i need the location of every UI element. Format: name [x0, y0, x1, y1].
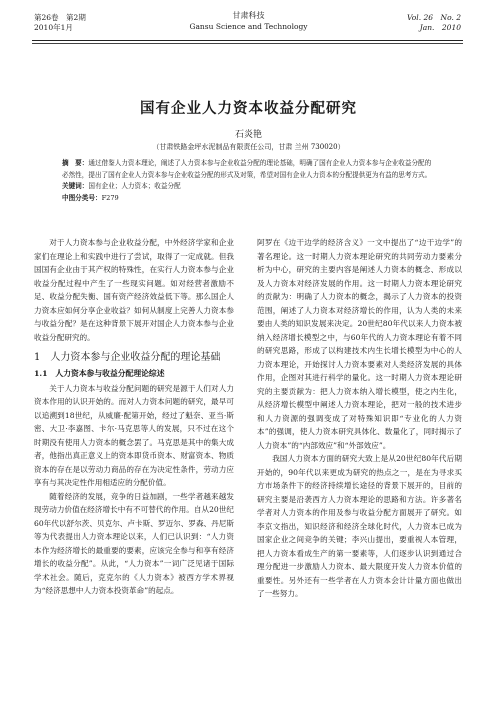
abstract-text: 通过借鉴人力资本理论，阐述了人力资本参与企业收益分配的理论基础，明确了国有企业人力资本参与企业收益分配的必然性，提出了国有企业人力资本参与企业收益分配的形式及对策，希望对国有企业人力资本的分配提供更为有益的思考方式。: [62, 159, 432, 179]
section-heading-1: 1 人力资本参与企业收益分配的理论基础: [34, 352, 221, 363]
paper-title: 国有企业人力资本收益分配研究: [140, 100, 357, 117]
paper-author: 石炎艳: [234, 130, 262, 140]
body-paragraph: 我国人力资本方面的研究大致上是从20世纪80年代后期开始的，90年代以来更成为研究的热点之一，是在为寻求买方市场条件下的经济持续增长途径的背景下展开的，目前的研究主要是沿袭西方人力资本理论的思路和方法。许多著名学者对人力资本的作用及参与收益分配方面展开了研究。如李京文指出，知识经济和经济全球化时代，人力资本已成为国家企业之间竞争的关键；李兴山提出，要重视人本管理，把人力资本看成生产的第一要素等，人们逐步认识到通过合理分配进一步激励人力资本、最大限度开发人力资本价值的重要性。另外还有一些学者在人力资本会计计量方面也做出了一些努力。: [257, 454, 462, 598]
body-column-left: [34, 236, 234, 598]
running-header: [0, 0, 497, 50]
keywords: [62, 181, 432, 193]
journal-name-cn: 甘肃科技: [232, 11, 265, 20]
volume-issue-cn: 第26卷 第2期: [34, 13, 86, 22]
subsection-heading-1-1: 1.1 人力资本参与收益分配理论综述: [34, 369, 165, 378]
body-column-right: [257, 236, 462, 601]
date-en: Jan. 2010: [419, 23, 461, 32]
clc: [62, 193, 432, 205]
body-paragraph: 阿罗在《边干边学的经济含义》一文中提出了“边干边学”的著名理论。这一时期人力资本理论研究的共同劳动力要素分析为中心，研究的主要内容是阐述人力资本的概念、形成以及人力资本对经济发展的作用。这一时期人力资本理论研究的贡献为：明确了人力资本的概念，揭示了人力资本的投资范围，阐述了人力资本对经济增长的作用，认为人类的未来要由人类的知识发展来决定。20世纪80年代以来人力资本被纳入经济增长模型之中，与60年代的人力资本理论有着不同的研究思路，形成了以构建技术内生长增长模型为中心的人力资本理论，开始探讨人力资本要素对人类经济发展的具体作用，企图对其进行科学的量化。这一时期人力资本理论研究的主要贡献为：把人力资本纳入增长模型，使之内生化，从经济增长模型中阐述人力资本理论，把对一般的技术进步和人力资源的强调变成了对特殊知识即“专业化的人力资本”的强调，使人力资本研究具体化、数量化了，同时揭示了人力资本”的“内部效应”和“外部效应”。: [257, 238, 462, 450]
body-paragraph: 关于人力资本与收益分配问题的研究是源于人们对人力资本作用的认识开始的。而对人力资本问题的研究，最早可以追溯到18世纪，从威廉·配第开始，经过了魁奈、亚当·斯密、大卫·李嘉图、卡尔·马克思等人的发展，只不过在这个时期没有使用人力资本的概念罢了。马克思是其中的集大成者，他指出真正意义上的资本即货币资本、财富资本、物质资本的存在是以劳动力商品的存在为决定性条件，劳动力应享有与其决定性作用相适应的分配价值。: [34, 383, 234, 487]
journal-name-en: Gansu Science and Technology: [189, 22, 308, 31]
header-rule-thin: [32, 43, 463, 44]
clc-label: 中图分类号：: [62, 193, 102, 202]
header-right: [407, 13, 461, 33]
abstract-label: 摘 要：: [62, 159, 89, 167]
keywords-label: 关键词：: [62, 182, 89, 190]
clc-code: F279: [101, 193, 119, 202]
paper-affiliation: （甘肃铁路金坪水泥制品有限责任公司，甘肃 兰州 730020）: [152, 143, 345, 151]
keywords-text: 国有企业；人力资本；收益分配: [88, 182, 181, 190]
abstract-block: [62, 158, 432, 204]
volume-issue-en: Vol. 26 No. 2: [407, 13, 461, 22]
intro-paragraph: 对于人力资本参与企业收益分配，中外经济学家和企业家们在理论上和实践中进行了尝试，取得了一定成就。但我国国有企业由于其产权的特殊性，在实行人力资本参与企业收益分配过程中产生了一些现实问题。如对经营者激励不足、收益分配失衡、国有资产经济效益低下等。那么国企人力资本应如何分享企业收益？如何从制度上完善人力资本参与收益分配？是在这种背景下展开对国企人力资本参与企业收益分配研究的。: [34, 238, 234, 342]
header-rule: [32, 40, 463, 41]
abstract: [62, 158, 432, 181]
body-paragraph: 随着经济的发展，竞争的日益加剧，一些学者越来越发现劳动力价值在经济增长中有不可替代的作用。自从20世纪60年代以舒尔茨、贝克尔、卢卡斯、罗迈尔、罗森、丹尼斯等为代表提出人力资本理论以来，人们已认识到：“人力资本作为经济增长的最重要的要素，应该完全参与和享有经济增长的收益分配”。从此，“人力资本”一词广泛见诸于国际学术社会。随后，克克尔的《人力资本》被西方学术界视为“经济思想中人力资本投资革命”的起点。: [34, 491, 234, 595]
date-cn: 2010年1月: [34, 23, 73, 32]
